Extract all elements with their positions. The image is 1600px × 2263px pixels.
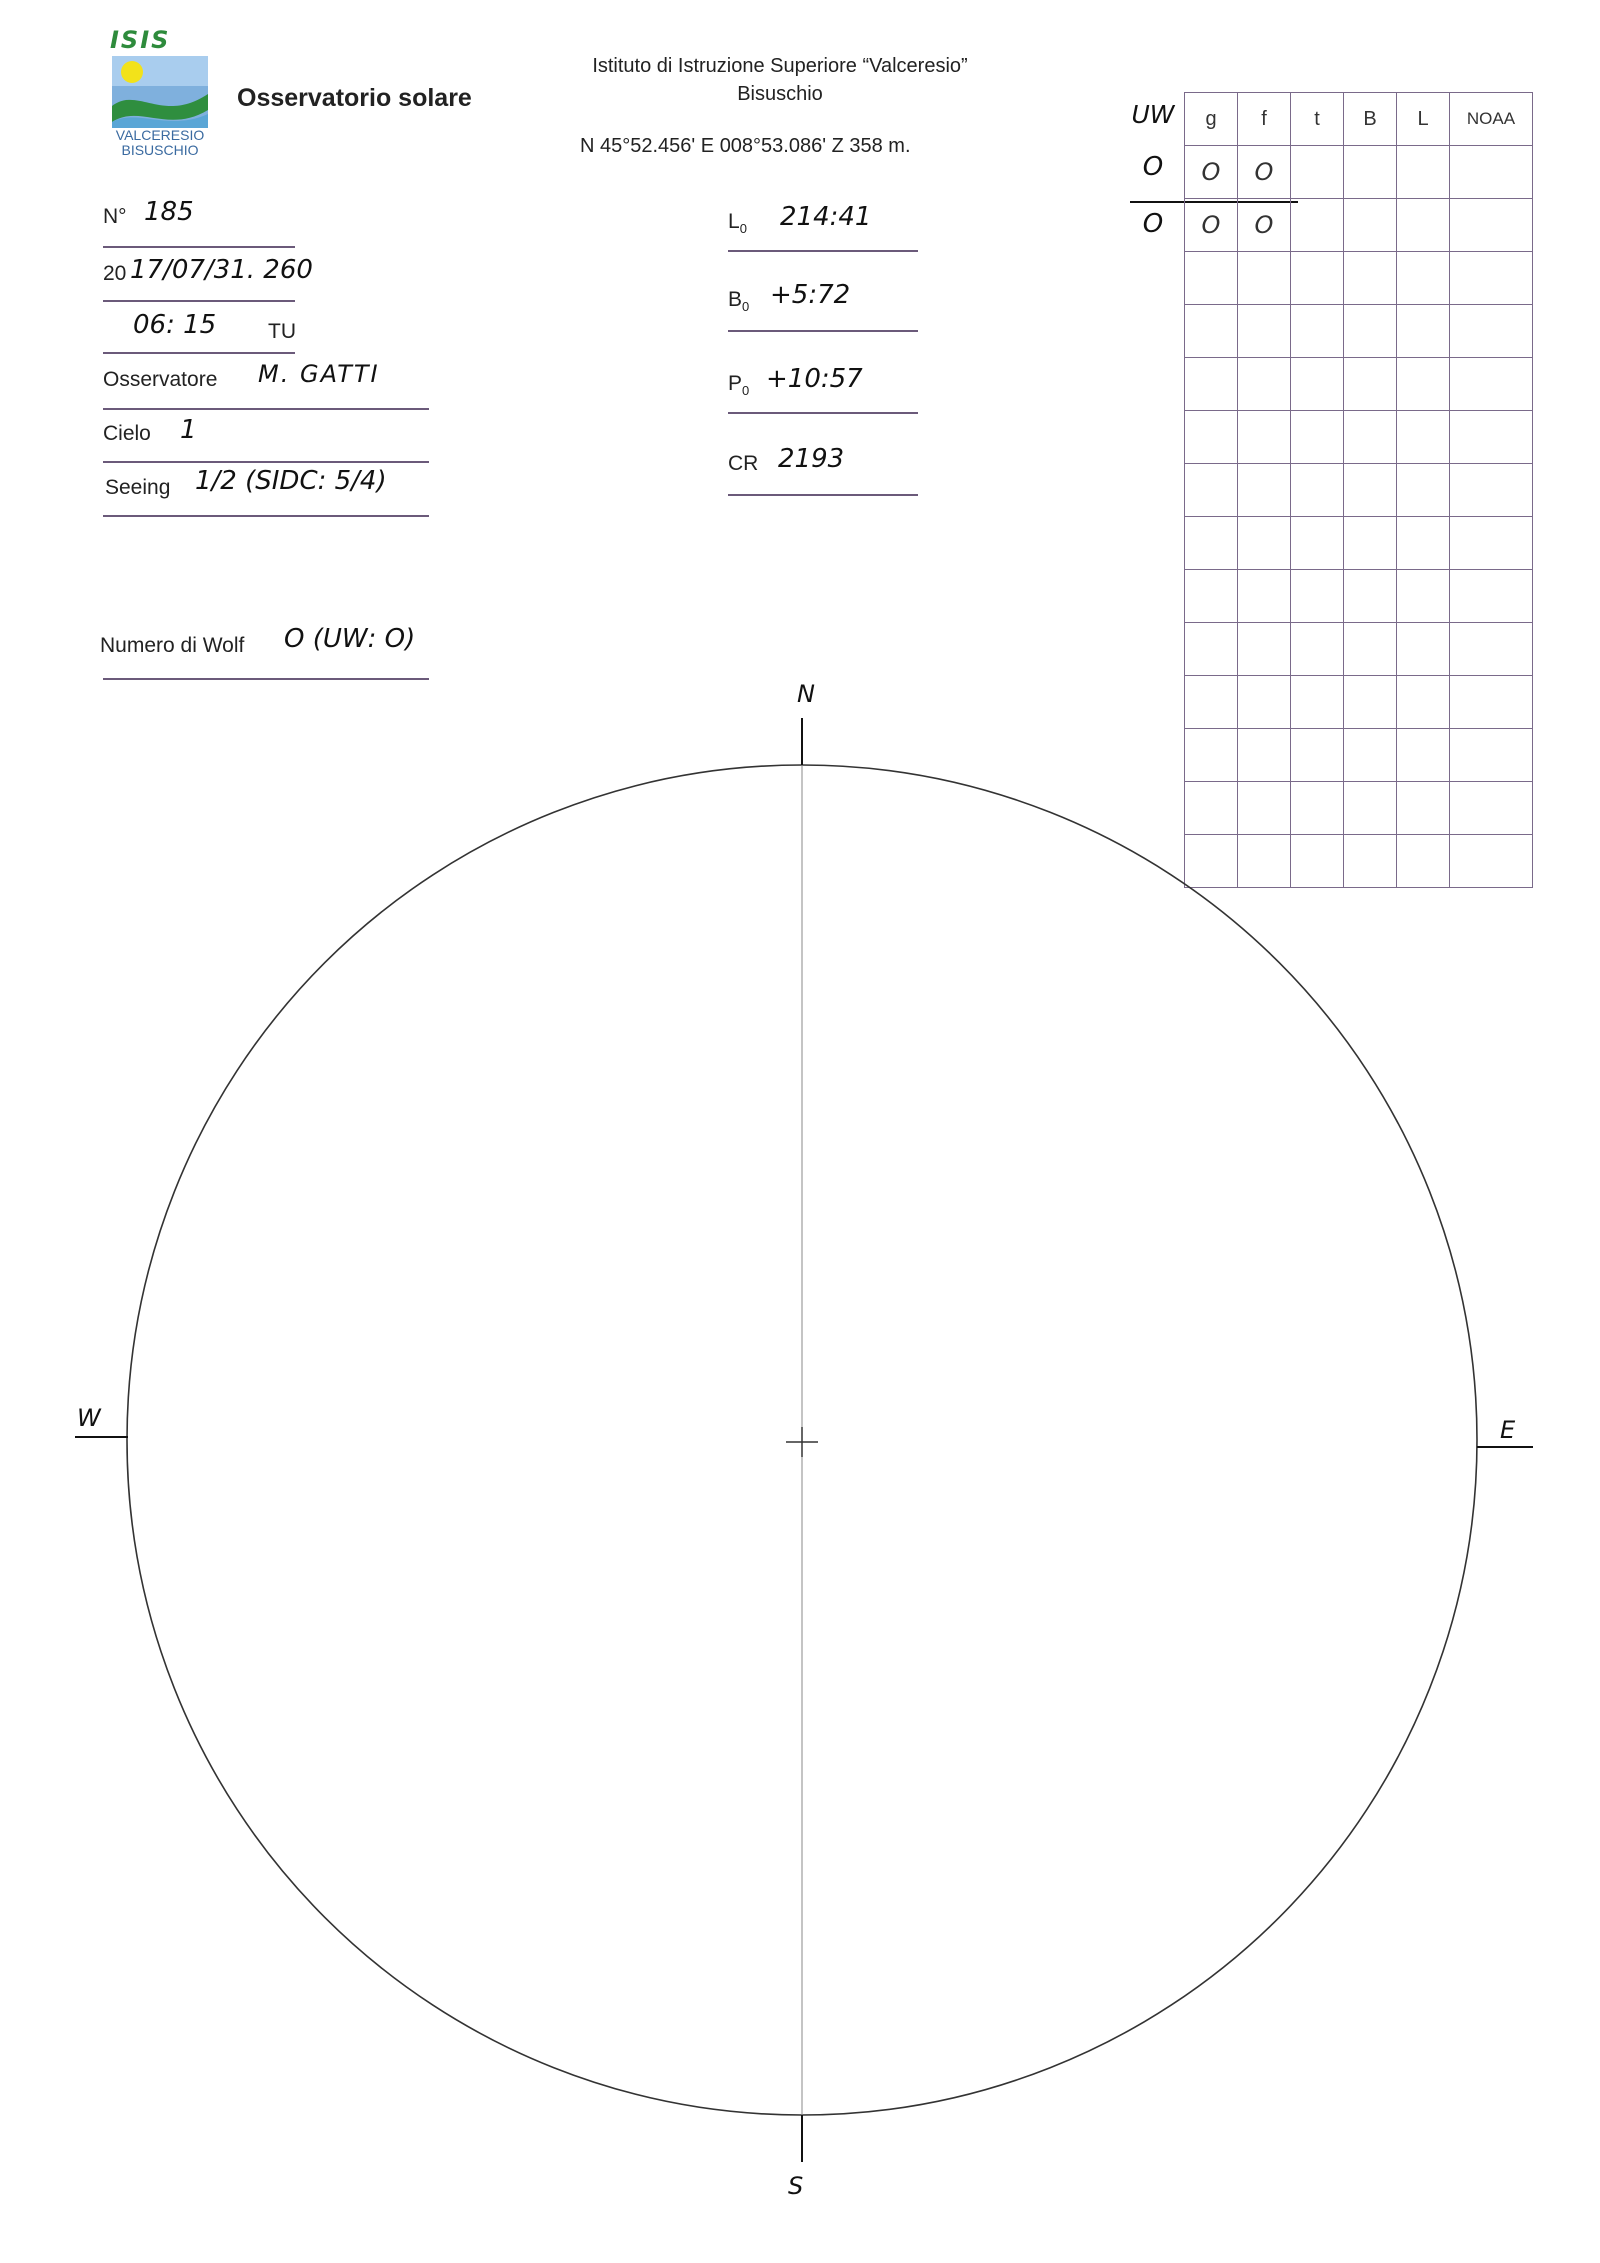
p0-letter: P (728, 372, 743, 395)
compass-east: E (1500, 1416, 1516, 1444)
cr-label: CR (728, 452, 759, 475)
b0-value: +5:72 (770, 280, 851, 310)
observer-value: M. GATTI (258, 360, 380, 388)
header-l: L (1397, 93, 1450, 146)
table-cell: O (1185, 146, 1238, 199)
header-g: g (1185, 93, 1238, 146)
p0-value: +10:57 (766, 364, 863, 394)
logo-title: ISIS (110, 26, 171, 54)
table-cell: O (1238, 146, 1291, 199)
wolf-label: Numero di Wolf (100, 634, 245, 657)
institute-line1: Istituto di Istruzione Superiore “Valceresio” (592, 55, 968, 77)
institute-line2: Bisuschio (737, 83, 823, 105)
b0-letter: B (728, 288, 743, 311)
site-coordinates: N 45°52.456' E 008°53.086' Z 358 m. (580, 135, 911, 157)
seeing-label: Seeing (105, 476, 171, 499)
l0-subscript: 0 (739, 221, 747, 237)
logo-caption-line1: VALCERESIO (115, 127, 205, 143)
cr-value: 2193 (778, 444, 845, 474)
compass-west: W (77, 1404, 101, 1432)
b0-subscript: 0 (742, 299, 750, 315)
observer-label: Osservatore (103, 368, 218, 391)
observatory-title: Osservatorio solare (237, 84, 472, 112)
sky-value: 1 (180, 415, 197, 445)
table-cell: O (1238, 199, 1291, 252)
l0-letter: L (728, 210, 740, 233)
uw-row2-value: O (1142, 209, 1164, 239)
number-value: 185 (144, 197, 194, 227)
time-suffix: TU (268, 320, 296, 343)
header-noaa: NOAA (1450, 93, 1533, 146)
logo-caption-line2: BISUSCHIO (121, 142, 199, 158)
header-f: f (1238, 93, 1291, 146)
number-label: N° (103, 205, 127, 228)
sky-label: Cielo (103, 422, 151, 445)
compass-north: N (797, 680, 815, 708)
p0-subscript: 0 (742, 383, 750, 399)
uw-header: UW (1131, 100, 1175, 129)
time-value: 06: 15 (133, 310, 217, 340)
seeing-value: 1/2 (SIDC: 5/4) (195, 466, 387, 496)
wolf-value: O (UW: O) (284, 624, 416, 654)
header-b: B (1344, 93, 1397, 146)
uw-row1-value: O (1142, 152, 1164, 182)
compass-south: S (788, 2172, 804, 2200)
table-cell: O (1185, 199, 1238, 252)
header-t: t (1291, 93, 1344, 146)
date-prefix: 20 (103, 262, 127, 285)
l0-value: 214:41 (780, 202, 872, 232)
date-value: 17/07/31. 260 (130, 255, 313, 285)
